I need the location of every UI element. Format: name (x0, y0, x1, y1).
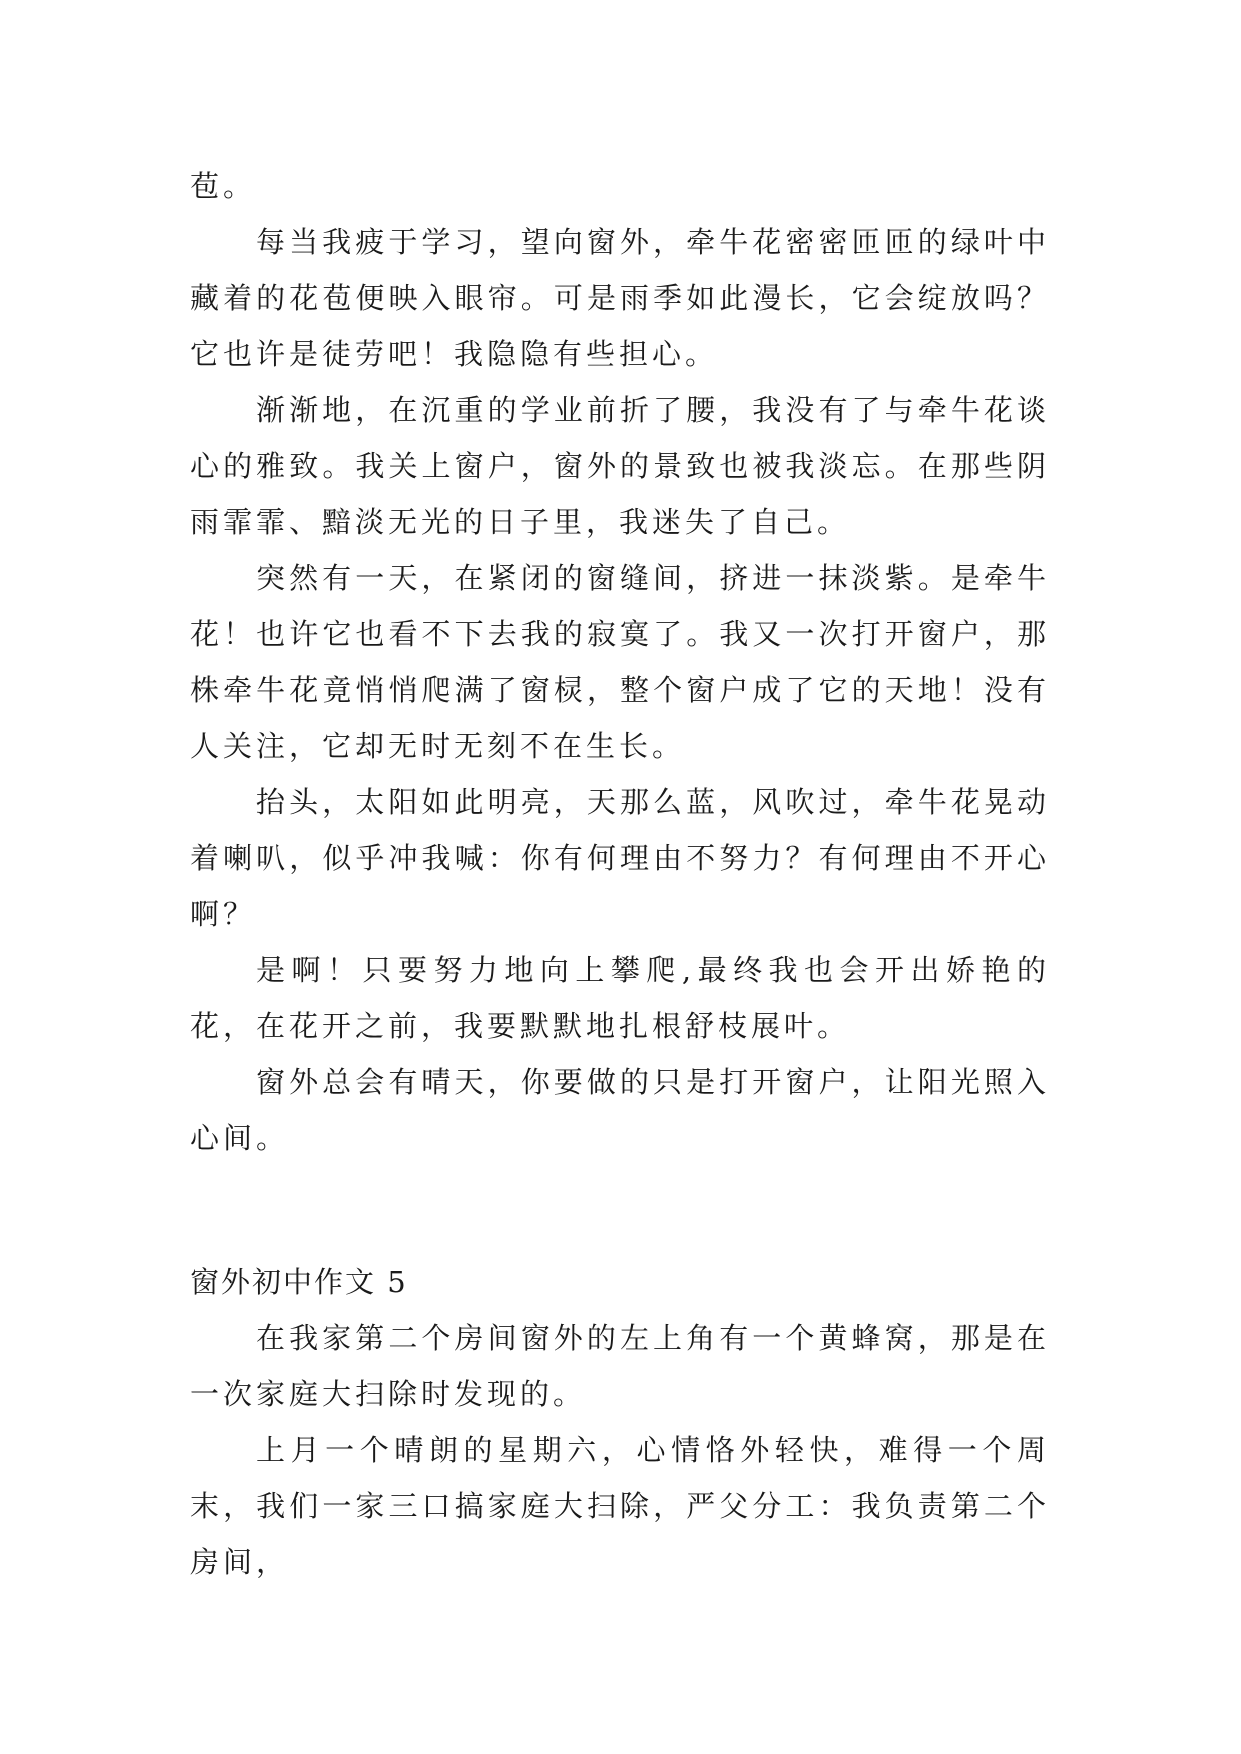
paragraph: 每当我疲于学习，望向窗外，牵牛花密密匝匝的绿叶中藏着的花苞便映入眼帘。可是雨季如此漫长，它会绽放吗？它也许是徒劳吧！我隐隐有些担心。 (190, 225, 1050, 371)
paragraph: 窗外总会有晴天，你要做的只是打开窗户，让阳光照入心间。 (190, 1065, 1050, 1155)
essay-5 (190, 1310, 1050, 1590)
paragraph: 突然有一天，在紧闭的窗缝间，挤进一抹淡紫。是牵牛花！也许它也看不下去我的寂寞了。我又一次打开窗户，那株牵牛花竟悄悄爬满了窗棂，整个窗户成了它的天地！没有人关注，它却无时无刻不在生长。 (190, 561, 1050, 763)
paragraph: 苞。 (190, 169, 257, 203)
section-gap (190, 1166, 1050, 1254)
section-heading: 窗外初中作文 5 (190, 1265, 408, 1299)
essay-4-continued (190, 158, 1050, 1166)
document-body (190, 158, 1050, 1590)
paragraph: 在我家第二个房间窗外的左上角有一个黄蜂窝，那是在一次家庭大扫除时发现的。 (190, 1321, 1050, 1411)
paragraph: 上月一个晴朗的星期六，心情恪外轻快，难得一个周末，我们一家三口搞家庭大扫除，严父分工：我负责第二个房间， (190, 1433, 1050, 1579)
paragraph: 抬头，太阳如此明亮，天那么蓝，风吹过，牵牛花晃动着喇叭，似乎冲我喊：你有何理由不努力？有何理由不开心啊？ (190, 785, 1050, 931)
paragraph: 渐渐地，在沉重的学业前折了腰，我没有了与牵牛花谈心的雅致。我关上窗户，窗外的景致也被我淡忘。在那些阴雨霏霏、黯淡无光的日子里，我迷失了自己。 (190, 393, 1050, 539)
paragraph: 是啊！只要努力地向上攀爬,最终我也会开出娇艳的花，在花开之前，我要默默地扎根舒枝展叶。 (190, 953, 1050, 1043)
